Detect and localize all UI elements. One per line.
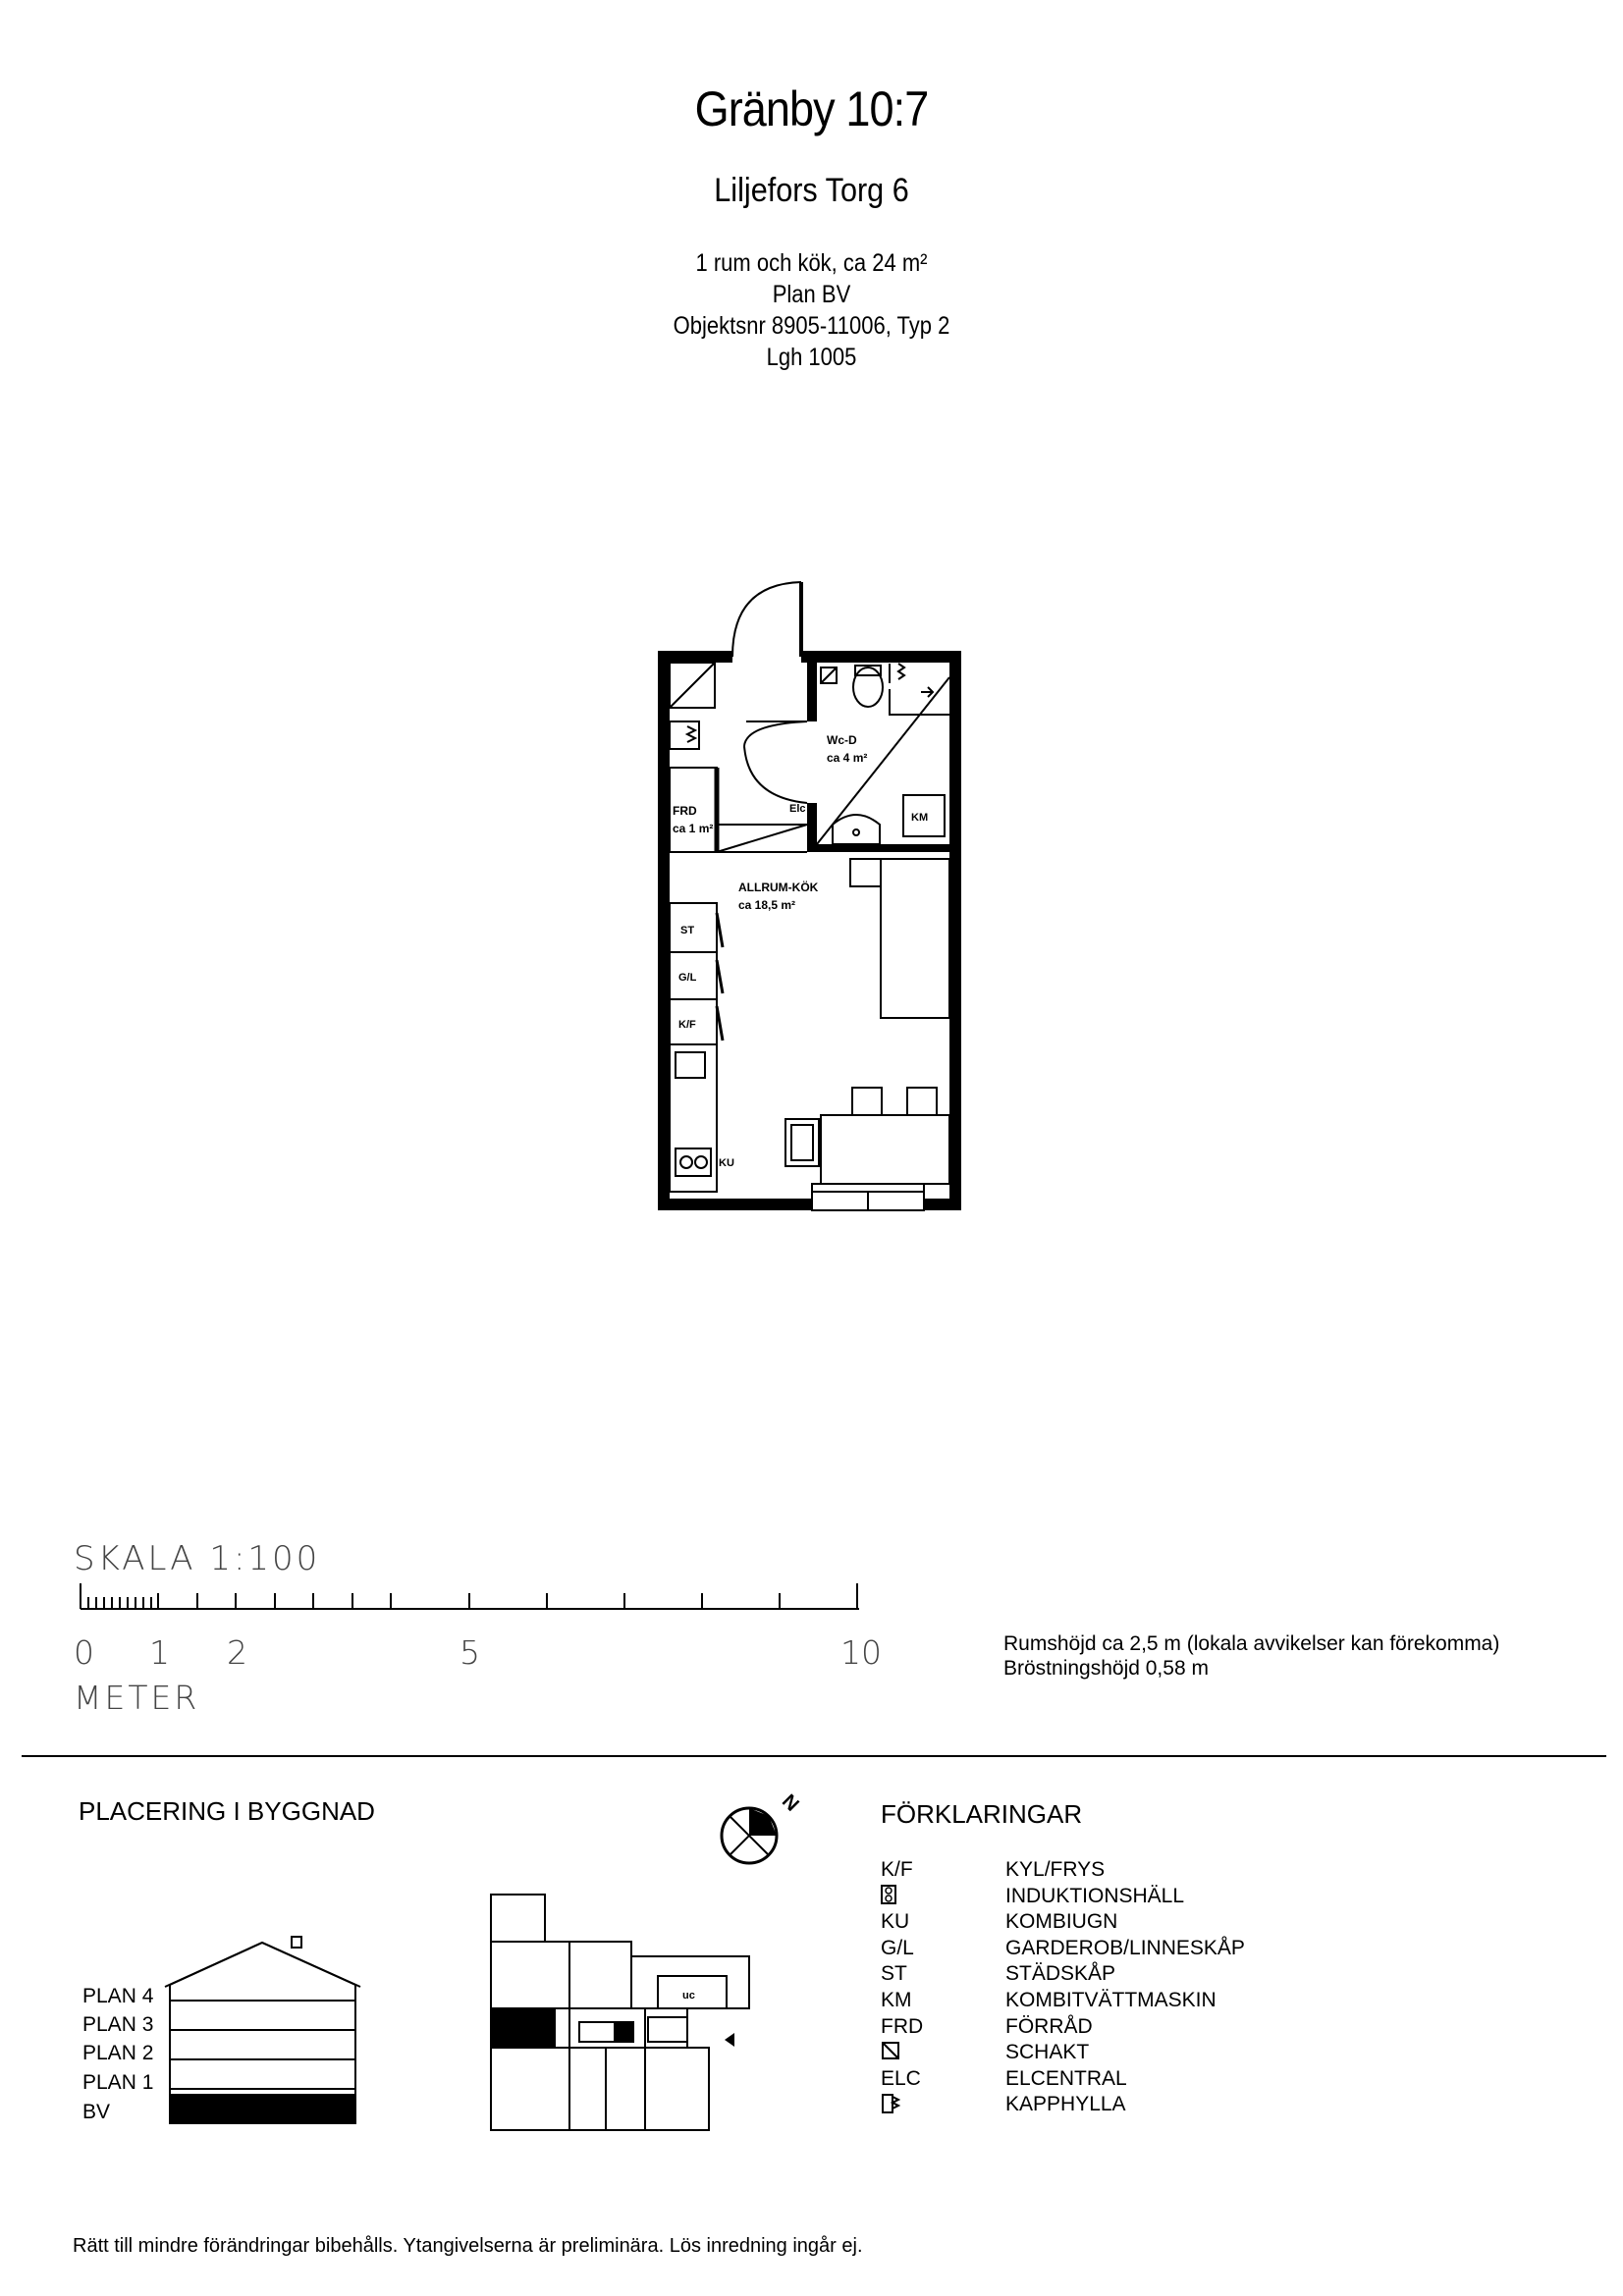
compass-icon — [715, 1785, 813, 1873]
building-section — [162, 1870, 368, 2130]
outer-walls — [658, 651, 961, 1210]
site-label: uc — [682, 1990, 695, 2002]
highlighted-floor — [170, 2094, 355, 2123]
floor-label-bv: BV — [82, 2101, 111, 2123]
info-line: 1 rum och kök, ca 24 m² — [695, 249, 928, 277]
floor-label-plan4: PLAN 4 — [82, 1985, 154, 2007]
coat-rack-icon — [670, 721, 699, 749]
floor-label-plan1: PLAN 1 — [82, 2071, 154, 2094]
window — [812, 1184, 924, 1210]
footer-disclaimer: Rätt till mindre förändringar bibehålls. Ytangivelserna är preliminära. Lös inredning ingår ej. — [73, 2235, 863, 2257]
dining-table — [785, 1088, 949, 1184]
induction-hob-icon — [881, 1885, 896, 1904]
scale-title: SKALA 1:100 — [74, 1539, 321, 1578]
scale-tick-1: 1 — [149, 1633, 170, 1672]
kf-label: K/F — [678, 1019, 696, 1031]
st-label: ST — [680, 925, 695, 936]
shaft-icon — [670, 663, 715, 708]
legend-heading: FÖRKLARINGAR — [881, 1799, 1083, 1829]
info-line: Objektsnr 8905-11006, Typ 2 — [673, 312, 950, 340]
scale-bar — [69, 1575, 874, 1634]
sill-height-note: Bröstningshöjd 0,58 m — [1003, 1657, 1209, 1680]
floor-label-plan3: PLAN 3 — [82, 2013, 154, 2036]
shaft-icon — [881, 2041, 900, 2060]
room-name-living: ALLRUM-KÖK — [738, 881, 819, 894]
room-height-note: Rumshöjd ca 2,5 m (lokala avvikelser kan förekomma) — [1003, 1632, 1500, 1655]
scale-unit: METER — [74, 1679, 200, 1717]
scale-tick-0: 0 — [74, 1633, 94, 1672]
entrance-door — [732, 582, 801, 657]
kitchen-counter — [670, 903, 723, 1192]
gl-label: G/L — [678, 972, 697, 984]
room-area-living: ca 18,5 m² — [738, 898, 796, 912]
room-name-wc: Wc-D — [827, 733, 857, 747]
notes — [1003, 1631, 1499, 1681]
km-label: KM — [911, 812, 929, 824]
room-area-storage: ca 1 m² — [673, 822, 714, 835]
site-plan — [486, 1890, 761, 2135]
room-area-wc: ca 4 m² — [827, 751, 868, 765]
entrance-marker-icon — [725, 2033, 734, 2047]
ku-label: KU — [719, 1157, 734, 1169]
coat-rack-icon — [881, 2093, 902, 2114]
placement-heading: PLACERING I BYGGNAD — [79, 1796, 375, 1826]
info-line: Lgh 1005 — [766, 344, 857, 371]
bathroom-door — [744, 721, 807, 803]
divider — [22, 1755, 1606, 1757]
room-name-storage: FRD — [673, 804, 697, 818]
property-title: Gränby 10:7 — [694, 81, 929, 136]
compass-north-label: N — [777, 1789, 803, 1816]
floor-label-plan2: PLAN 2 — [82, 2042, 154, 2064]
info-line: Plan BV — [772, 281, 851, 308]
bed — [850, 859, 949, 1018]
address: Liljefors Torg 6 — [714, 172, 909, 209]
apartment-location — [491, 2008, 556, 2048]
scale-tick-5: 5 — [460, 1633, 480, 1672]
elc-label: Elc — [789, 803, 806, 815]
scale-tick-10: 10 — [840, 1633, 882, 1672]
scale-tick-2: 2 — [227, 1633, 247, 1672]
